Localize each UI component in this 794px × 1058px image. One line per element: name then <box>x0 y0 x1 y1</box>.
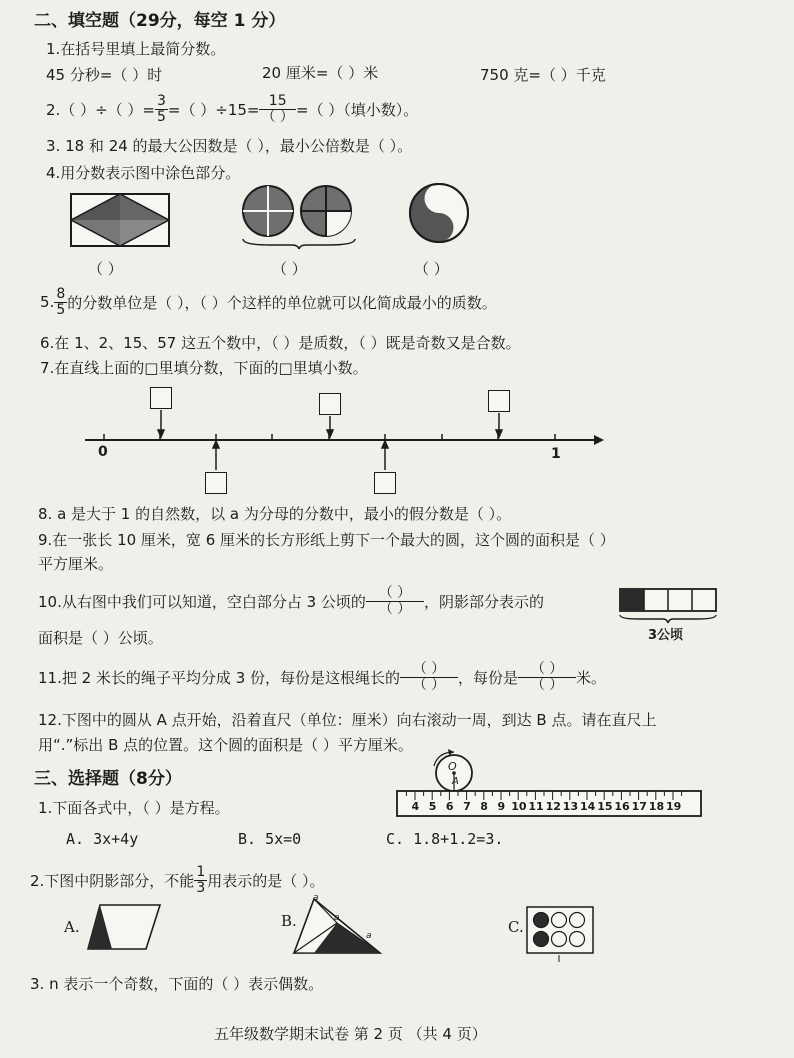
q2-frac2 <box>259 94 295 125</box>
frac-den: 5 <box>157 108 166 125</box>
q12-line1: 12.下图中的圆从 A 点开始，沿着直尺（单位：厘米）向右滚动一周，到达 B 点。请在直尺上 <box>38 711 657 729</box>
s3-q1-option-c[interactable]: C. 1.8+1.2=3. <box>386 830 504 848</box>
ruler-tick-label: 6 <box>445 800 454 813</box>
frac-num: 3 <box>157 92 166 109</box>
q11-part3: 米。 <box>576 668 607 687</box>
frac-den: （ ） <box>530 676 564 693</box>
q11-frac2 <box>518 662 576 693</box>
ruler-tick-label: 4 <box>411 800 420 813</box>
s3-q1-option-a[interactable]: A. 3x+4y <box>66 830 139 848</box>
q2-part3: =（ ）（填小数）。 <box>295 100 419 119</box>
q5-frac <box>54 287 67 318</box>
circle-center-label: O <box>448 760 457 773</box>
frac-den: 3 <box>196 879 206 896</box>
s3-q2-option-c-label[interactable]: C. <box>508 918 524 936</box>
s3-q2-b-mark-2: a <box>334 913 340 923</box>
ruler-tick-label: 9 <box>497 800 506 813</box>
q7-number-line <box>0 380 620 480</box>
s3-q1-label: 1.下面各式中，（ ）是方程。 <box>38 799 230 817</box>
frac-den: （ ） <box>412 676 446 693</box>
q4-blank-2: （ ） <box>272 260 307 278</box>
s3-q3: 3. n 表示一个奇数，下面的（ ）表示偶数。 <box>30 975 324 993</box>
ruler-tick-label: 14 <box>580 800 596 813</box>
ruler-tick-label: 8 <box>480 800 488 813</box>
q11-line <box>38 655 606 699</box>
ruler-tick-label: 13 <box>562 800 579 813</box>
ruler-tick-label: 15 <box>597 800 613 813</box>
q7-zero-label: 0 <box>98 444 108 460</box>
s3-q1-option-b[interactable]: B. 5x=0 <box>238 830 302 848</box>
q10-unit-label: 3公顷 <box>648 628 684 643</box>
q5-line <box>40 282 497 322</box>
frac-num: 8 <box>56 285 66 302</box>
ruler-tick-label: 10 <box>511 800 527 813</box>
q11-frac1 <box>400 662 458 693</box>
q5-text: 的分数单位是（ ），（ ）个这样的单位就可以化简成最小的质数。 <box>67 293 497 312</box>
q4-label: 4.用分数表示图中涂色部分。 <box>46 164 241 182</box>
q8: 8. a 是大于 1 的自然数，以 a 为分母的分数中，最小的假分数是（ ）。 <box>38 505 512 523</box>
ruler-tick-label: 11 <box>528 800 544 813</box>
q6: 6.在 1、2、15、57 这五个数中，（ ）是质数，（ ）既是奇数又是合数。 <box>40 334 521 352</box>
s3-q2-frac <box>194 865 207 896</box>
s3-q2-b-mark-3: a <box>366 931 372 941</box>
q10-frac <box>366 586 424 617</box>
q4-blank-1: （ ） <box>88 260 123 278</box>
ruler-tick-label: 19 <box>666 800 682 813</box>
q9-line2: 平方厘米。 <box>38 555 114 573</box>
q4-yin-yang-figure <box>408 182 470 244</box>
q2-part1: 2.（ ）÷（ ）= <box>46 100 155 119</box>
q2-frac1 <box>155 94 168 125</box>
s3-q2-option-a-figure[interactable] <box>86 903 162 953</box>
q1-a: 45 分秒=（ ）时 <box>46 66 163 84</box>
frac-num: 15 <box>268 92 287 109</box>
q5-num: 5. <box>40 293 55 311</box>
frac-num: 1 <box>196 863 206 880</box>
page-footer: 五年级数学期末试卷 第 2 页 （共 4 页） <box>214 1025 487 1043</box>
q9-line1: 9.在一张长 10 厘米，宽 6 厘米的长方形纸上剪下一个最大的圆，这个圆的面积是（ ） <box>38 531 615 549</box>
frac-num: （ ） <box>530 660 564 677</box>
q1-label: 1.在括号里填上最简分数。 <box>46 40 226 58</box>
q11-part1: 11.把 2 米长的绳子平均分成 3 份，每份是这根绳长的 <box>38 668 401 687</box>
q1-c: 750 克=（ ）千克 <box>480 66 606 84</box>
q10-line2: 面积是（ ）公顷。 <box>38 629 163 647</box>
circle-point-label: A <box>452 776 459 787</box>
q4-rectangle-figure <box>70 193 170 248</box>
ruler-tick-label: 16 <box>614 800 630 813</box>
q12-line2: 用“.”标出 B 点的位置。这个圆的面积是（ ）平方厘米。 <box>38 736 413 754</box>
q7-one-label: 1 <box>551 446 561 462</box>
frac-den: （ ） <box>378 600 412 617</box>
q10-part1: 10.从右图中我们可以知道，空白部分占 3 公顷的 <box>38 592 366 611</box>
s3-q2-part1: 2.下图中阴影部分，不能 <box>30 871 195 890</box>
q10-part2: ，阴影部分表示的 <box>423 592 544 611</box>
ruler-tick-label: 17 <box>631 800 647 813</box>
s3-q2-option-a-label[interactable]: A. <box>64 918 80 936</box>
s3-q2-part2: 用表示的是（ ）。 <box>207 871 325 890</box>
q10-line1 <box>38 580 544 622</box>
s3-q2-option-b-label[interactable]: B. <box>281 912 297 930</box>
ruler-tick-label: 7 <box>463 800 471 813</box>
frac-num: （ ） <box>378 584 412 601</box>
ruler-tick-label: 5 <box>428 800 437 813</box>
q3: 3. 18 和 24 的最大公因数是（ ），最小公倍数是（ ）。 <box>46 137 413 155</box>
q2-line <box>46 89 418 129</box>
q7-label: 7.在直线上面的□里填分数，下面的□里填小数。 <box>40 359 368 377</box>
q2-part2: =（ ）÷15= <box>167 100 260 119</box>
s3-q2-b-mark-1: a <box>313 893 319 903</box>
q4-blank-3: （ ） <box>414 260 449 278</box>
q1-b: 20 厘米=（ ）米 <box>262 64 379 82</box>
q4-two-circles-figure <box>240 183 358 248</box>
s3-q2-option-b-figure[interactable] <box>292 895 382 957</box>
s3-q2-line <box>30 859 325 901</box>
frac-den: 5 <box>56 301 66 318</box>
q11-part2: ，每份是 <box>458 668 519 687</box>
section2-title: 二、填空题（29分，每空 1 分） <box>34 11 286 31</box>
frac-num: （ ） <box>412 660 446 677</box>
ruler-tick-label: 18 <box>648 800 665 813</box>
frac-den: （ ） <box>261 108 294 125</box>
s3-q2-option-c-figure[interactable] <box>526 906 596 964</box>
section3-title: 三、选择题（8分） <box>34 769 182 789</box>
ruler-tick-label: 12 <box>545 800 561 813</box>
